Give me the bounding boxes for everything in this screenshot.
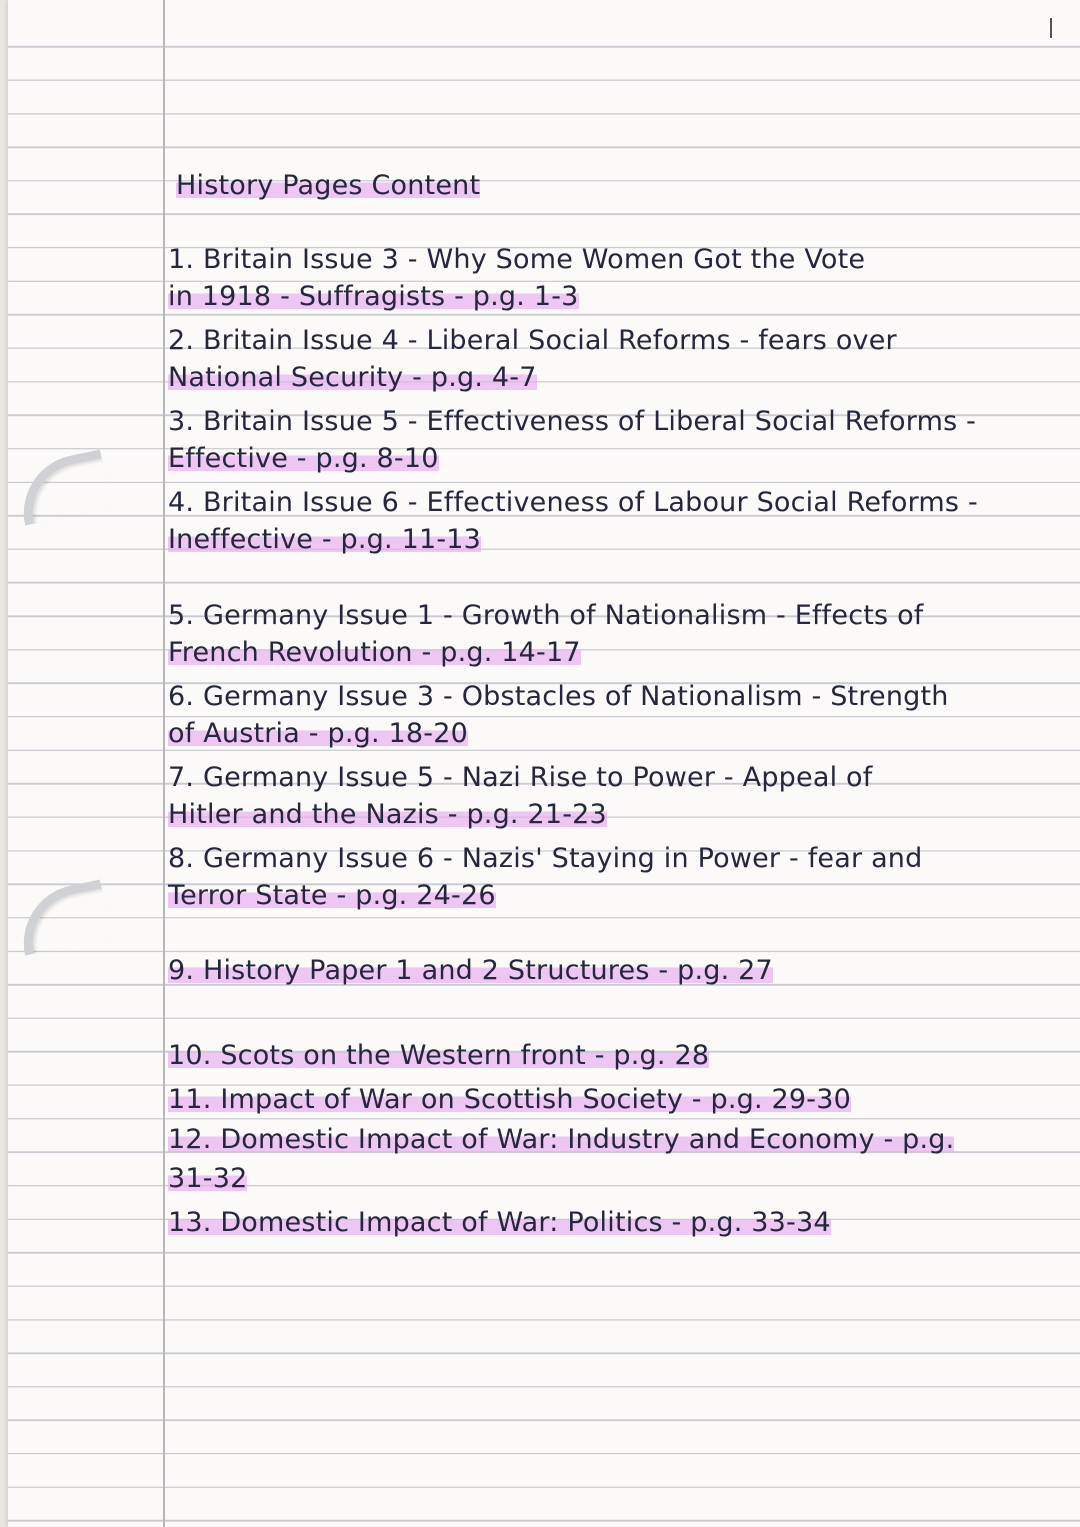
entry-13: 13. Domestic Impact of War: Politics - p.g. 33-34 — [168, 1207, 831, 1238]
entry-12-line-1: 12. Domestic Impact of War: Industry and Economy - p.g. — [168, 1124, 955, 1155]
entry-9: 9. History Paper 1 and 2 Structures - p.g. 27 — [168, 955, 773, 986]
entry-3-line-2: Effective - p.g. 8-10 — [168, 443, 439, 474]
entry-7-line-1: 7. Germany Issue 5 - Nazi Rise to Power - Appeal of — [168, 762, 873, 793]
entry-11: 11. Impact of War on Scottish Society - p.g. 29-30 — [168, 1084, 852, 1115]
entry-5-line-2: French Revolution - p.g. 14-17 — [168, 637, 581, 668]
notebook-page — [8, 0, 1080, 1527]
entry-5-line-1: 5. Germany Issue 1 - Growth of Nationalism - Effects of — [168, 600, 924, 631]
entry-2-line-2: National Security - p.g. 4-7 — [168, 362, 537, 393]
page-title: History Pages Content — [176, 170, 481, 201]
binder-ring-bottom — [13, 879, 112, 955]
margin-line — [163, 0, 165, 1527]
entry-1-line-1: 1. Britain Issue 3 - Why Some Women Got the Vote — [168, 244, 866, 275]
entry-12-line-2: 31-32 — [168, 1163, 248, 1194]
entry-1-line-2: in 1918 - Suffragists - p.g. 1-3 — [168, 281, 579, 312]
entry-2-line-1: 2. Britain Issue 4 - Liberal Social Reforms - fears over — [168, 325, 897, 356]
entry-4-line-1: 4. Britain Issue 6 - Effectiveness of Labour Social Reforms - — [168, 487, 978, 518]
entry-6-line-2: of Austria - p.g. 18-20 — [168, 718, 468, 749]
entry-6-line-1: 6. Germany Issue 3 - Obstacles of Nationalism - Strength — [168, 681, 949, 712]
entry-10: 10. Scots on the Western front - p.g. 28 — [168, 1040, 710, 1071]
entry-4-line-2: Ineffective - p.g. 11-13 — [168, 524, 482, 555]
entry-8-line-1: 8. Germany Issue 6 - Nazis' Staying in Power - fear and — [168, 843, 923, 874]
binder-ring-top — [13, 449, 112, 525]
corner-mark — [1050, 18, 1052, 38]
entry-8-line-2: Terror State - p.g. 24-26 — [168, 880, 496, 911]
entry-7-line-2: Hitler and the Nazis - p.g. 21-23 — [168, 799, 607, 830]
entry-3-line-1: 3. Britain Issue 5 - Effectiveness of Liberal Social Reforms - — [168, 406, 977, 437]
